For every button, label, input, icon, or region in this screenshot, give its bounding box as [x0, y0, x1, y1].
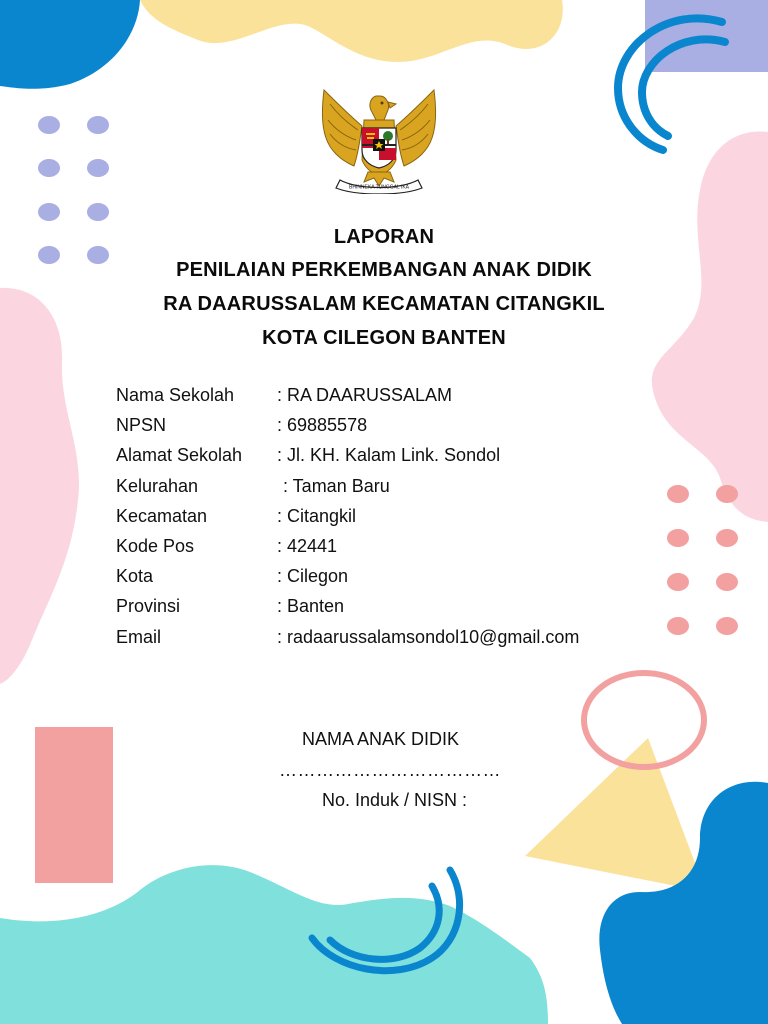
info-label: Kecamatan — [116, 505, 208, 526]
title-line-3: RA DAARUSSALAM KECAMATAN CITANGKIL — [163, 293, 605, 315]
info-value: : RA DAARUSSALAM — [277, 385, 453, 405]
info-row-nama-sekolah — [116, 384, 676, 414]
info-row-kelurahan — [116, 475, 676, 505]
blue-blob-top-left — [0, 0, 140, 89]
title-line-2: PENILAIAN PERKEMBANGAN ANAK DIDIK — [176, 259, 592, 281]
info-value: : Cilegon — [277, 566, 349, 587]
motto-text: BHINNEKA TUNGGAL IKA — [348, 184, 410, 191]
info-value: : Jl. KH. Kalam Link. Sondol — [277, 445, 501, 466]
title-line-4: KOTA CILEGON BANTEN — [262, 327, 506, 349]
info-value: : 69885578 — [277, 415, 368, 436]
info-value: : 42441 — [277, 535, 338, 556]
info-row-kota — [116, 565, 676, 595]
info-label: Alamat Sekolah — [116, 445, 243, 466]
info-label: Nama Sekolah — [116, 385, 235, 405]
info-label: Kota — [116, 566, 154, 587]
info-row-email — [116, 626, 676, 656]
info-row-kode-pos — [116, 535, 676, 565]
garuda-head-icon — [370, 96, 389, 120]
info-row-provinsi — [116, 595, 676, 625]
info-label: Provinsi — [116, 596, 181, 617]
garuda-right-wing-icon — [396, 90, 436, 166]
student-name-label: NAMA ANAK DIDIK — [302, 729, 460, 749]
student-name-blank: ……………………………… — [279, 760, 501, 780]
yellow-blob-top — [140, 0, 563, 62]
garuda-left-wing-icon — [322, 90, 362, 166]
info-value: : Taman Baru — [283, 475, 390, 496]
info-label: Kelurahan — [116, 475, 199, 496]
info-label: Kode Pos — [116, 535, 195, 556]
info-value: : radaarussalamsondol10@gmail.com — [277, 626, 580, 647]
coral-dot-grid — [667, 485, 738, 635]
title-line-1: LAPORAN — [333, 226, 435, 248]
info-label: NPSN — [116, 415, 167, 436]
student-nisn-label: No. Induk / NISN : — [322, 790, 468, 810]
info-row-alamat-sekolah — [116, 444, 676, 474]
garuda-pancasila-emblem — [318, 84, 440, 194]
info-label: Email — [116, 626, 162, 647]
coral-rectangle — [35, 727, 113, 883]
info-row-kecamatan — [116, 505, 676, 535]
info-row-npsn — [116, 414, 676, 444]
info-value: : Banten — [277, 596, 345, 617]
school-info-list — [116, 384, 676, 656]
info-value: : Citangkil — [277, 505, 357, 526]
teal-blob-bottom — [0, 865, 548, 1024]
